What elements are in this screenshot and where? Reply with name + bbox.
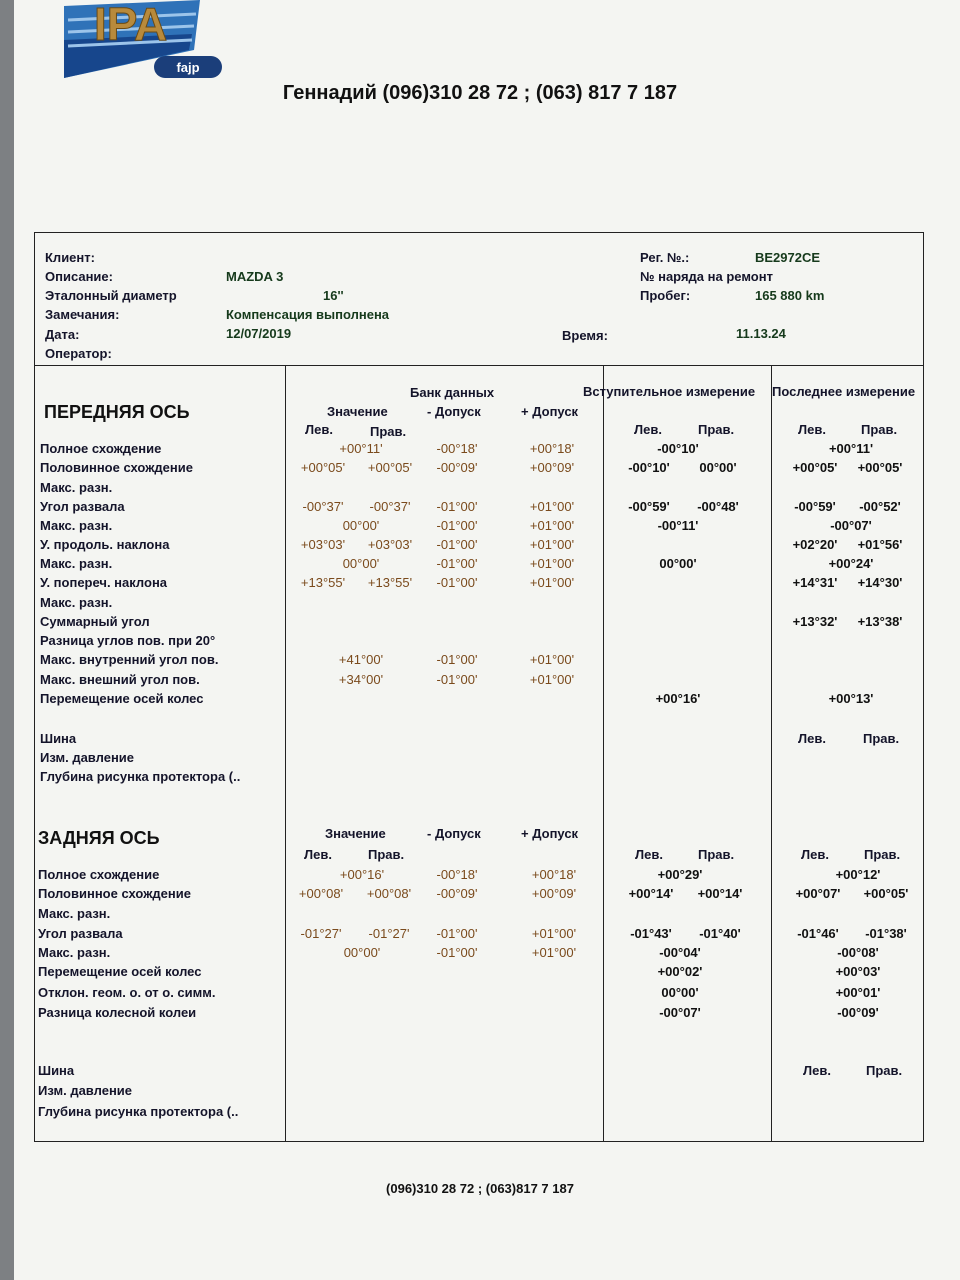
rear-row-f-r: -01°38' — [865, 926, 907, 941]
rear-axle-title: ЗАДНЯЯ ОСЬ — [38, 828, 160, 848]
front-row-f-c: +00°24' — [828, 556, 874, 571]
rear-row-f-l: +00°07' — [795, 886, 841, 901]
rear-row-v-l: -01°27' — [300, 926, 342, 941]
company-logo — [64, 0, 224, 80]
front-row-v-l: +13°55' — [300, 575, 346, 590]
front-row-plus: +01°00' — [529, 537, 575, 552]
svg-text:fajp: fajp — [176, 60, 200, 75]
front-initial-right-header: Прав. — [698, 422, 735, 437]
front-row-v-r: -00°37' — [369, 499, 411, 514]
rear-final-left-header: Лев. — [801, 847, 829, 862]
svg-text:IPA: IPA — [94, 0, 168, 50]
rear-row-f-c: +00°12' — [835, 867, 881, 882]
front-row-v-r: +13°55' — [367, 575, 413, 590]
front-row-v-l: +03°03' — [300, 537, 346, 552]
front-row-label: У. попереч. наклона — [40, 575, 168, 590]
remarks-value: Компенсация выполнена — [226, 307, 390, 322]
rear-value-left-header: Лев. — [304, 847, 332, 862]
front-row-label: Угол развала — [40, 499, 125, 514]
front-row-v-r: +03°03' — [367, 537, 413, 552]
rear-row-minus: -01°00' — [436, 926, 478, 941]
column-divider-values — [285, 365, 286, 1141]
front-row-plus: +00°18' — [529, 441, 575, 456]
front-row-minus: -00°18' — [436, 441, 478, 456]
rear-value-header: Значение — [325, 826, 386, 841]
rear-row-label: Отклон. геом. о. от о. симм. — [38, 985, 216, 1000]
rear-row-label: Макс. разн. — [38, 906, 111, 921]
rear-row-label: Полное схождение — [38, 867, 160, 882]
front-tread-label: Глубина рисунка протектора (.. — [40, 769, 241, 784]
front-axle-title: ПЕРЕДНЯЯ ОСЬ — [44, 402, 190, 422]
front-row-minus: -01°00' — [436, 537, 478, 552]
front-row-v-r: +00°05' — [367, 460, 413, 475]
front-row-label: Макс. разн. — [40, 556, 113, 571]
rear-minus-header: - Допуск — [427, 826, 481, 841]
front-row-plus: +01°00' — [529, 518, 575, 533]
diameter-value: 16'' — [323, 288, 344, 303]
front-row-label: Макс. разн. — [40, 480, 113, 495]
client-label: Клиент: — [45, 250, 95, 265]
front-pressure-label: Изм. давление — [40, 750, 135, 765]
front-value-right-header: Прав. — [370, 424, 407, 439]
front-row-i-l: -00°10' — [628, 460, 670, 475]
front-row-label: Макс. внешний угол пов. — [40, 672, 200, 687]
front-initial-left-header: Лев. — [634, 422, 662, 437]
rear-pressure-label: Изм. давление — [38, 1083, 133, 1098]
front-row-f-r: +00°05' — [857, 460, 903, 475]
rear-row-f-r: +00°05' — [863, 886, 909, 901]
front-row-f-c: -00°07' — [830, 518, 872, 533]
rear-row-i-r: -01°40' — [699, 926, 741, 941]
front-row-label: Макс. разн. — [40, 595, 113, 610]
front-row-i-r: -00°48' — [697, 499, 739, 514]
front-row-plus: +01°00' — [529, 672, 575, 687]
front-value-left-header: Лев. — [305, 422, 333, 437]
front-row-i-c: 00°00' — [659, 556, 697, 571]
front-row-f-l: +00°05' — [792, 460, 838, 475]
front-row-label: Разница углов пов. при 20° — [40, 633, 216, 648]
header-title: Геннадий (096)310 28 72 ; (063) 817 7 187 — [282, 82, 678, 104]
rear-tire-right-header: Прав. — [866, 1063, 903, 1078]
column-divider-initial — [603, 365, 604, 1141]
operator-label: Оператор: — [45, 346, 112, 361]
front-row-plus: +01°00' — [529, 499, 575, 514]
rear-tire-left-header: Лев. — [803, 1063, 831, 1078]
reg-label: Рег. №.: — [640, 250, 690, 265]
front-row-label: Макс. внутренний угол пов. — [40, 652, 219, 667]
order-label: № наряда на ремонт — [640, 269, 773, 284]
rear-row-v-l: +00°08' — [298, 886, 344, 901]
date-value: 12/07/2019 — [226, 326, 292, 341]
front-row-v-c: 00°00' — [342, 556, 380, 571]
front-row-i-c: +00°16' — [655, 691, 701, 706]
front-row-v-l: -00°37' — [302, 499, 344, 514]
front-row-plus: +01°00' — [529, 652, 575, 667]
rear-initial-left-header: Лев. — [635, 847, 663, 862]
front-row-minus: -01°00' — [436, 672, 478, 687]
remarks-label: Замечания: — [45, 307, 120, 322]
front-minus-header: - Допуск — [427, 404, 481, 419]
front-row-label: Перемещение осей колес — [40, 691, 204, 706]
front-final-right-header: Прав. — [861, 422, 898, 437]
rear-row-v-r: -01°27' — [368, 926, 410, 941]
rear-row-v-r: +00°08' — [366, 886, 412, 901]
front-row-f-r: +13°38' — [857, 614, 903, 629]
front-tire-right-header: Прав. — [863, 731, 900, 746]
front-row-minus: -01°00' — [436, 556, 478, 571]
front-row-f-l: -00°59' — [794, 499, 836, 514]
front-row-i-c: -00°10' — [657, 441, 699, 456]
rear-row-i-c: +00°02' — [657, 964, 703, 979]
rear-row-label: Макс. разн. — [38, 945, 111, 960]
rear-row-plus: +01°00' — [531, 945, 577, 960]
front-row-f-r: +14°30' — [857, 575, 903, 590]
front-row-label: Половинное схождение — [40, 460, 193, 475]
rear-row-plus: +00°18' — [531, 867, 577, 882]
front-tire-left-header: Лев. — [798, 731, 826, 746]
front-row-f-c: +00°11' — [828, 441, 874, 456]
front-row-plus: +00°09' — [529, 460, 575, 475]
reg-value: BE2972CE — [755, 250, 821, 265]
rear-row-minus: -00°09' — [436, 886, 478, 901]
mileage-label: Пробег: — [640, 288, 691, 303]
front-row-f-l: +13°32' — [792, 614, 838, 629]
front-row-v-l: +00°05' — [300, 460, 346, 475]
mileage-value: 165 880 km — [755, 288, 825, 303]
front-row-label: Полное схождение — [40, 441, 162, 456]
footer-phones: (096)310 28 72 ; (063)817 7 187 — [386, 1181, 574, 1196]
front-row-minus: -01°00' — [436, 575, 478, 590]
rear-plus-header: + Допуск — [521, 826, 579, 841]
front-row-label: Суммарный угол — [40, 614, 150, 629]
rear-row-label: Угол развала — [38, 926, 123, 941]
initial-measurement-header: Вступительное измерение — [583, 384, 756, 399]
front-row-minus: -01°00' — [436, 518, 478, 533]
column-divider-final — [771, 365, 772, 1141]
rear-row-i-c: 00°00' — [661, 985, 699, 1000]
rear-row-i-r: +00°14' — [697, 886, 743, 901]
rear-row-label: Перемещение осей колес — [38, 964, 202, 979]
front-row-v-c: 00°00' — [342, 518, 380, 533]
front-plus-header: + Допуск — [521, 404, 579, 419]
rear-row-label: Половинное схождение — [38, 886, 191, 901]
front-value-header: Значение — [327, 404, 388, 419]
front-row-i-c: -00°11' — [657, 518, 699, 533]
front-row-f-r: -00°52' — [859, 499, 901, 514]
description-label: Описание: — [45, 269, 113, 284]
front-row-f-r: +01°56' — [857, 537, 903, 552]
rear-row-f-l: -01°46' — [797, 926, 839, 941]
front-row-f-l: +02°20' — [792, 537, 838, 552]
description-value: MAZDA 3 — [226, 269, 284, 284]
databank-header: Банк данных — [410, 385, 495, 400]
front-row-label: Макс. разн. — [40, 518, 113, 533]
diameter-label: Эталонный диаметр — [45, 288, 177, 303]
front-row-v-c: +00°11' — [339, 441, 383, 456]
front-row-v-c: +34°00' — [338, 672, 384, 687]
rear-row-label: Разница колесной колеи — [38, 1005, 197, 1020]
time-value: 11.13.24 — [736, 326, 786, 341]
front-row-label: У. продоль. наклона — [40, 537, 170, 552]
rear-initial-right-header: Прав. — [698, 847, 735, 862]
rear-row-i-c: -00°07' — [659, 1005, 701, 1020]
rear-row-minus: -01°00' — [436, 945, 478, 960]
time-label: Время: — [562, 328, 608, 343]
rear-row-i-c: -00°04' — [659, 945, 701, 960]
rear-tire-label: Шина — [38, 1063, 75, 1078]
rear-row-i-c: +00°29' — [657, 867, 703, 882]
rear-tread-label: Глубина рисунка протектора (.. — [38, 1104, 239, 1119]
rear-row-plus: +01°00' — [531, 926, 577, 941]
final-measurement-header: Последнее измерение — [772, 384, 916, 399]
date-label: Дата: — [45, 327, 80, 342]
front-tire-label: Шина — [40, 731, 77, 746]
rear-row-f-c: -00°09' — [837, 1005, 879, 1020]
rear-final-right-header: Прав. — [864, 847, 901, 862]
rear-row-f-c: +00°01' — [835, 985, 881, 1000]
front-row-v-c: +41°00' — [338, 652, 384, 667]
rear-row-f-c: -00°08' — [837, 945, 879, 960]
rear-row-plus: +00°09' — [531, 886, 577, 901]
front-row-minus: -01°00' — [436, 499, 478, 514]
front-row-f-c: +00°13' — [828, 691, 874, 706]
front-row-minus: -00°09' — [436, 460, 478, 475]
rear-row-f-c: +00°03' — [835, 964, 881, 979]
front-row-i-l: -00°59' — [628, 499, 670, 514]
front-row-i-r: 00°00' — [699, 460, 737, 475]
front-final-left-header: Лев. — [798, 422, 826, 437]
front-row-f-l: +14°31' — [792, 575, 838, 590]
rear-value-right-header: Прав. — [368, 847, 405, 862]
rear-row-v-c: 00°00' — [343, 945, 381, 960]
front-row-minus: -01°00' — [436, 652, 478, 667]
rear-row-minus: -00°18' — [436, 867, 478, 882]
front-row-plus: +01°00' — [529, 575, 575, 590]
rear-row-i-l: +00°14' — [628, 886, 674, 901]
front-row-plus: +01°00' — [529, 556, 575, 571]
rear-row-i-l: -01°43' — [630, 926, 672, 941]
rear-row-v-c: +00°16' — [339, 867, 385, 882]
